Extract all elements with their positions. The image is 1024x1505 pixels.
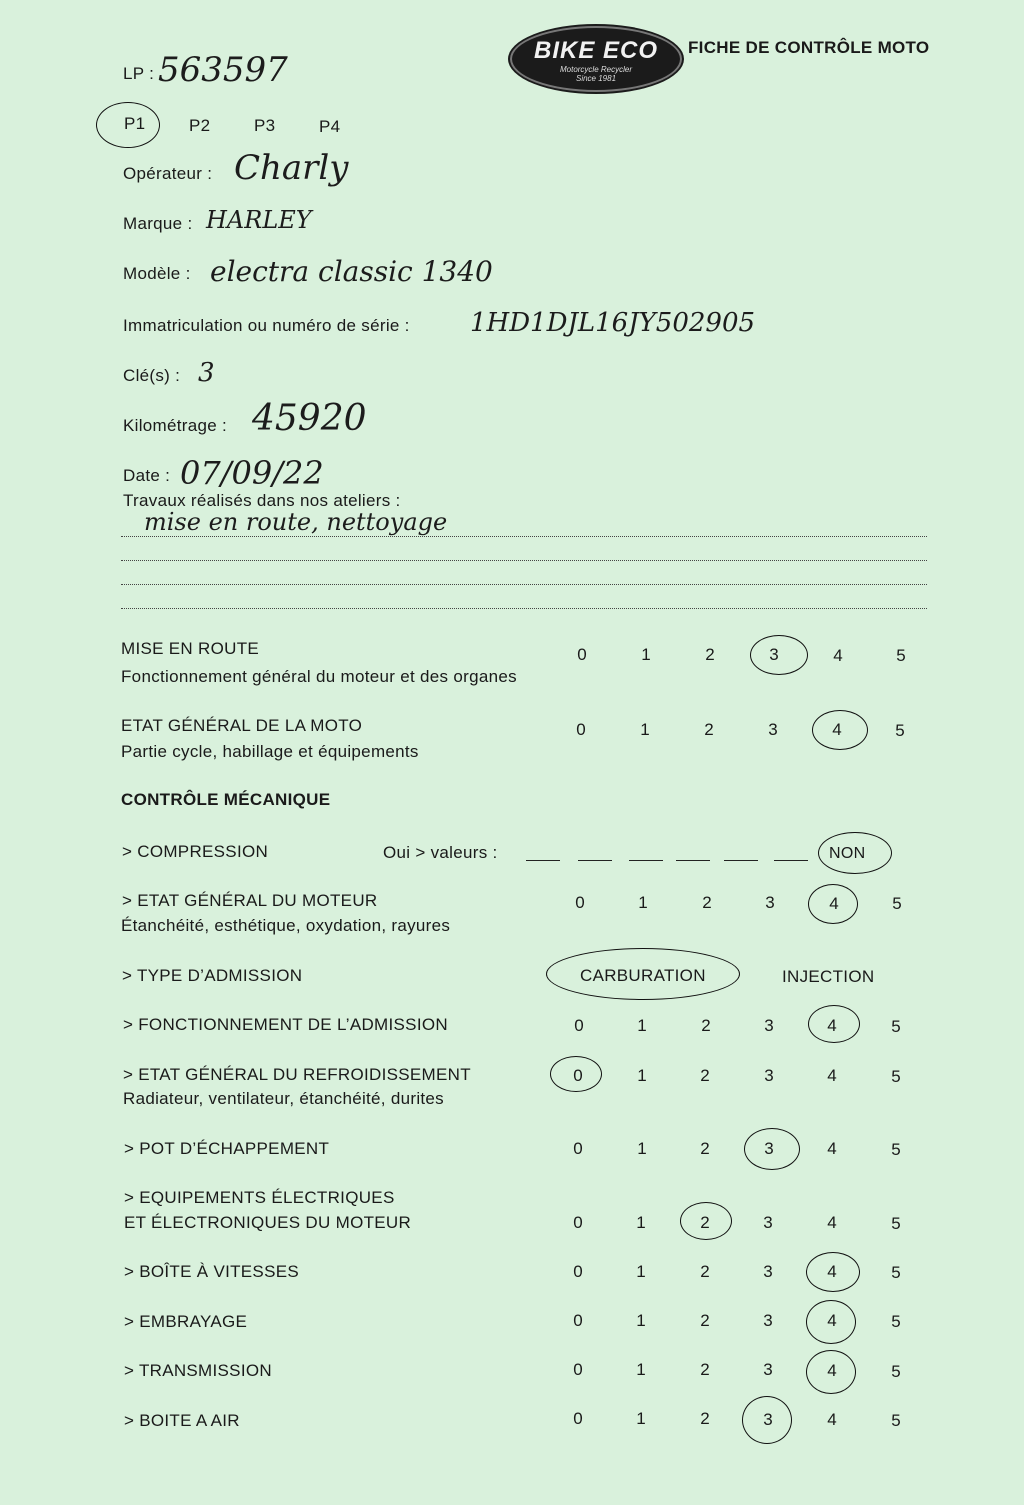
score-0[interactable]: 0 <box>573 1360 583 1379</box>
form-title: FICHE DE CONTRÔLE MOTO <box>688 38 930 57</box>
compression-non[interactable]: NON <box>829 845 866 862</box>
score-3[interactable]: 3 <box>763 1410 773 1429</box>
score-5[interactable]: 5 <box>891 1411 901 1430</box>
score-3[interactable]: 3 <box>763 1360 773 1379</box>
etat-moteur-sub: Étanchéité, esthétique, oxydation, rayures <box>121 916 451 935</box>
compression-label: > COMPRESSION <box>122 842 269 861</box>
compression-oui-label: Oui > valeurs : <box>383 843 498 862</box>
score-0[interactable]: 0 <box>573 1311 583 1330</box>
immat-value[interactable]: 1HD1DJL16JY502905 <box>470 308 756 338</box>
score-3[interactable]: 3 <box>765 893 775 912</box>
score-4[interactable]: 4 <box>827 1410 837 1429</box>
score-2[interactable]: 2 <box>700 1139 710 1158</box>
score-4[interactable]: 4 <box>827 1139 837 1158</box>
operateur-value[interactable]: Charly <box>234 148 349 188</box>
score-4[interactable]: 4 <box>827 1213 837 1232</box>
boite-vitesses-label: > BOÎTE À VITESSES <box>124 1262 299 1281</box>
pot-label: > POT D’ÉCHAPPEMENT <box>124 1139 330 1158</box>
score-1[interactable]: 1 <box>636 1262 646 1281</box>
score-1[interactable]: 1 <box>638 893 648 912</box>
score-1[interactable]: 1 <box>636 1311 646 1330</box>
score-5[interactable]: 5 <box>891 1067 901 1086</box>
cles-label: Clé(s) : <box>123 366 181 385</box>
score-2[interactable]: 2 <box>700 1262 710 1281</box>
modele-value[interactable]: electra classic 1340 <box>210 255 493 288</box>
score-5[interactable]: 5 <box>891 1140 901 1159</box>
score-0[interactable]: 0 <box>573 1139 583 1158</box>
km-label: Kilométrage : <box>123 416 228 435</box>
km-value[interactable]: 45920 <box>252 398 367 439</box>
score-2[interactable]: 2 <box>700 1360 710 1379</box>
value-blank-4[interactable] <box>676 860 710 861</box>
immat-label: Immatriculation ou numéro de série : <box>123 316 410 335</box>
refroidissement-sub: Radiateur, ventilateur, étanchéité, durites <box>123 1089 444 1108</box>
score-3[interactable]: 3 <box>764 1066 774 1085</box>
score-4[interactable]: 4 <box>832 720 842 739</box>
score-1[interactable]: 1 <box>636 1409 646 1428</box>
score-2[interactable]: 2 <box>704 720 714 739</box>
position-p2[interactable]: P2 <box>189 116 211 135</box>
score-4[interactable]: 4 <box>827 1066 837 1085</box>
score-5[interactable]: 5 <box>892 894 902 913</box>
score-3[interactable]: 3 <box>768 720 778 739</box>
score-3[interactable]: 3 <box>764 1139 774 1158</box>
score-0[interactable]: 0 <box>573 1262 583 1281</box>
score-1[interactable]: 1 <box>637 1066 647 1085</box>
position-p3[interactable]: P3 <box>254 116 276 135</box>
score-4[interactable]: 4 <box>827 1311 837 1330</box>
score-4[interactable]: 4 <box>833 646 843 665</box>
score-3[interactable]: 3 <box>763 1311 773 1330</box>
transmission-label: > TRANSMISSION <box>124 1361 272 1380</box>
score-2[interactable]: 2 <box>705 645 715 664</box>
score-1[interactable]: 1 <box>641 645 651 664</box>
score-3[interactable]: 3 <box>764 1016 774 1035</box>
score-0[interactable]: 0 <box>575 893 585 912</box>
bike-eco-logo: BIKE ECO Motorcycle Recycler Since 1981 <box>510 26 682 92</box>
score-2[interactable]: 2 <box>700 1311 710 1330</box>
fonct-admission-label: > FONCTIONNEMENT DE L’ADMISSION <box>123 1015 448 1034</box>
travaux-line-1 <box>121 536 927 537</box>
score-2[interactable]: 2 <box>702 893 712 912</box>
score-1[interactable]: 1 <box>636 1360 646 1379</box>
value-blank-6[interactable] <box>774 860 808 861</box>
score-5[interactable]: 5 <box>891 1214 901 1233</box>
etat-moto-sub: Partie cycle, habillage et équipements <box>121 742 419 761</box>
date-value[interactable]: 07/09/22 <box>180 454 324 492</box>
score-2[interactable]: 2 <box>700 1213 710 1232</box>
score-3[interactable]: 3 <box>763 1262 773 1281</box>
score-5[interactable]: 5 <box>895 721 905 740</box>
etat-moteur-label: > ETAT GÉNÉRAL DU MOTEUR <box>122 891 378 910</box>
score-1[interactable]: 1 <box>637 1139 647 1158</box>
score-5[interactable]: 5 <box>891 1263 901 1282</box>
score-0[interactable]: 0 <box>574 1016 584 1035</box>
score-5[interactable]: 5 <box>891 1362 901 1381</box>
admission-injection[interactable]: INJECTION <box>782 967 875 986</box>
score-4[interactable]: 4 <box>829 894 839 913</box>
score-5[interactable]: 5 <box>891 1312 901 1331</box>
electrique-label-2: ET ÉLECTRONIQUES DU MOTEUR <box>124 1213 412 1232</box>
boite-air-label: > BOITE A AIR <box>124 1411 240 1430</box>
position-p4[interactable]: P4 <box>319 117 341 136</box>
value-blank-5[interactable] <box>724 860 758 861</box>
marque-label: Marque : <box>123 214 193 233</box>
modele-label: Modèle : <box>123 264 191 283</box>
score-0[interactable]: 0 <box>573 1409 583 1428</box>
mise-en-route-label: MISE EN ROUTE <box>121 639 260 658</box>
score-2[interactable]: 2 <box>701 1016 711 1035</box>
score-0[interactable]: 0 <box>573 1213 583 1232</box>
section-title: CONTRÔLE MÉCANIQUE <box>121 790 331 809</box>
lp-label: LP : <box>123 64 155 83</box>
travaux-value[interactable]: mise en route, nettoyage <box>144 508 448 536</box>
score-0[interactable]: 0 <box>577 645 587 664</box>
score-3[interactable]: 3 <box>763 1213 773 1232</box>
score-4[interactable]: 4 <box>827 1361 837 1380</box>
score-0[interactable]: 0 <box>573 1066 583 1085</box>
embrayage-label: > EMBRAYAGE <box>124 1312 248 1331</box>
score-1[interactable]: 1 <box>636 1213 646 1232</box>
mise-en-route-sub: Fonctionnement général du moteur et des organes <box>121 667 517 686</box>
electrique-label: > EQUIPEMENTS ÉLECTRIQUES <box>124 1188 395 1207</box>
value-blank-3[interactable] <box>629 860 663 861</box>
admission-label: > TYPE D’ADMISSION <box>122 966 303 985</box>
score-5[interactable]: 5 <box>896 646 906 665</box>
value-blank-2[interactable] <box>578 860 612 861</box>
date-label: Date : <box>123 466 171 485</box>
travaux-label: Travaux réalisés dans nos ateliers : <box>123 491 401 510</box>
score-3[interactable]: 3 <box>769 645 779 664</box>
score-5[interactable]: 5 <box>891 1017 901 1036</box>
etat-moto-label: ETAT GÉNÉRAL DE LA MOTO <box>121 716 363 735</box>
score-1[interactable]: 1 <box>637 1016 647 1035</box>
travaux-line-4 <box>121 608 927 609</box>
travaux-line-2 <box>121 560 927 561</box>
cles-value[interactable]: 3 <box>198 358 215 388</box>
admission-carburation[interactable]: CARBURATION <box>580 966 706 985</box>
marque-value[interactable]: HARLEY <box>206 206 312 234</box>
score-0[interactable]: 0 <box>576 720 586 739</box>
score-2[interactable]: 2 <box>700 1409 710 1428</box>
score-4[interactable]: 4 <box>827 1262 837 1281</box>
refroidissement-label: > ETAT GÉNÉRAL DU REFROIDISSEMENT <box>123 1065 471 1084</box>
score-4[interactable]: 4 <box>827 1016 837 1035</box>
position-p1[interactable]: P1 <box>124 114 146 133</box>
operateur-label: Opérateur : <box>123 164 213 183</box>
score-1[interactable]: 1 <box>640 720 650 739</box>
travaux-line-3 <box>121 584 927 585</box>
value-blank-1[interactable] <box>526 860 560 861</box>
score-2[interactable]: 2 <box>700 1066 710 1085</box>
lp-value: 563597 <box>158 50 288 90</box>
